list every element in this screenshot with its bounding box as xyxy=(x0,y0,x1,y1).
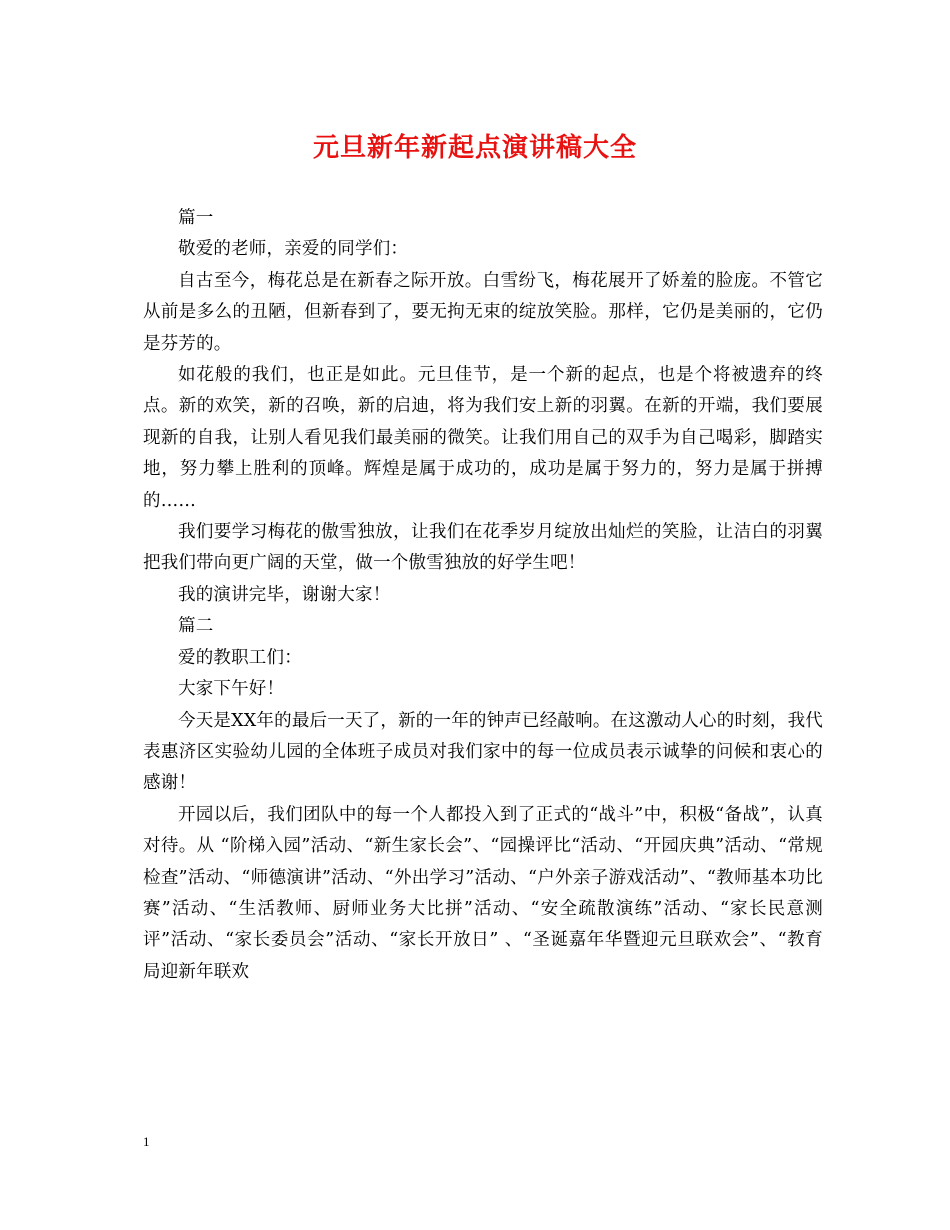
paragraph: 自古至今，梅花总是在新春之际开放。白雪纷飞，梅花展开了娇羞的脸庞。不管它从前是多么的丑陋，但新春到了，要无拘无束的绽放笑脸。那样，它仍是美丽的，它仍是芬芳的。 xyxy=(143,270,823,354)
paragraph: 如花般的我们，也正是如此。元旦佳节，是一个新的起点，也是个将被遗弃的终点。新的欢笑，新的召唤，新的启迪，将为我们安上新的羽翼。在新的开端，我们要展现新的自我，让别人看见我们最美丽的微笑。让我们用自己的双手为自己喝彩，脚踏实地，努力攀上胜利的顶峰。辉煌是属于成功的，成功是属于努力的，努力是属于拼搏的…… xyxy=(143,365,823,511)
paragraph: 篇一 xyxy=(178,208,214,228)
document-title: 元旦新年新起点演讲稿大全 xyxy=(312,133,637,163)
paragraph: 爱的教职工们： xyxy=(178,647,302,668)
document-body xyxy=(143,203,823,988)
paragraph: 大家下午好！ xyxy=(178,679,285,700)
page-number: 1 xyxy=(143,1134,150,1149)
paragraph: 敬爱的老师，亲爱的同学们： xyxy=(178,239,409,260)
paragraph: 开园以后，我们团队中的每一个人都投入到了正式的“战斗”中，积极“备战”，认真对待。从 “阶梯入园”活动、“新生家长会”、“园操评比“活动、“开园庆典”活动、“常规检查”活动、“师德演讲”活动、“外出学习”活动、“户外亲子游戏活动”、“教师基本功比赛”活动、“生活教师、厨师业务大比拼”活动、“安全疏散演练”活动、“家长民意测评”活动、“家长委员会”活动、“家长开放日” 、“圣诞嘉年华暨迎元旦联欢会”、“教育局迎新年联欢 xyxy=(143,804,823,982)
paragraph: 篇二 xyxy=(178,616,214,637)
paragraph: 我的演讲完毕，谢谢大家！ xyxy=(178,584,391,605)
paragraph: 我们要学习梅花的傲雪独放，让我们在花季岁月绽放出灿烂的笑脸，让洁白的羽翼把我们带向更广阔的天堂，做一个傲雪独放的好学生吧！ xyxy=(143,522,823,574)
paragraph: 今天是XX年的最后一天了，新的一年的钟声已经敲响。在这激动人心的时刻，我代表惠济区实验幼儿园的全体班子成员对我们家中的每一位成员表示诚挚的问候和衷心的感谢！ xyxy=(143,710,823,794)
